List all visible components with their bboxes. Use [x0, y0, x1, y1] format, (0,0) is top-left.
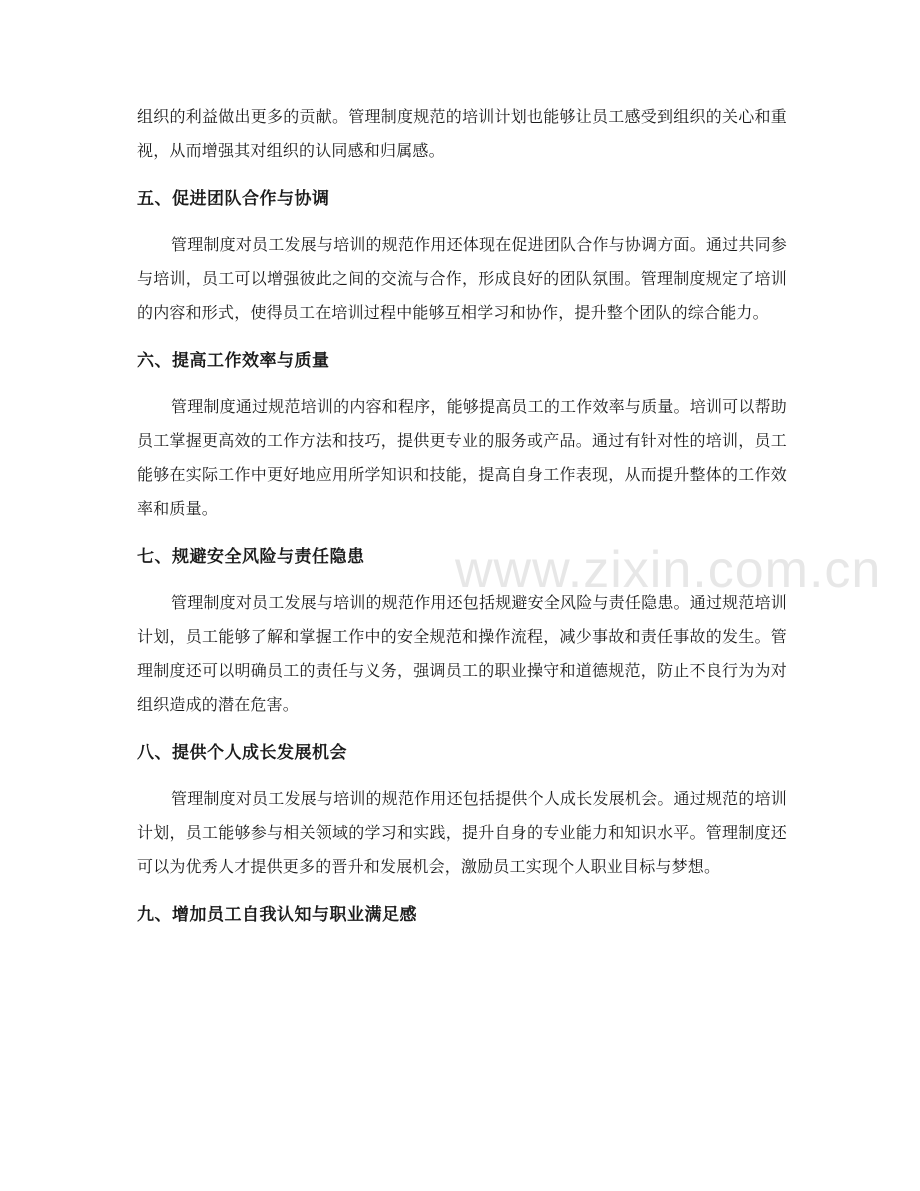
- section-body-6: 管理制度通过规范培训的内容和程序，能够提高员工的工作效率与质量。培训可以帮助员工掌握更高效的工作方法和技巧，提供更专业的服务或产品。通过有针对性的培训，员工能够在实际工作中更好地应用所学知识和技能，提高自身工作表现，从而提升整体的工作效率和质量。: [137, 397, 787, 518]
- watermark: www.zixin.com.cn: [455, 541, 882, 599]
- section-body-7: 管理制度对员工发展与培训的规范作用还包括规避安全风险与责任隐患。通过规范培训计划，员工能够了解和掌握工作中的安全规范和操作流程，减少事故和责任事故的发生。管理制度还可以明确员工的责任与义务，强调员工的职业操守和道德规范，防止不良行为为对组织造成的潜在危害。: [137, 593, 787, 714]
- document-page: [137, 100, 787, 932]
- section-body-5: 管理制度对员工发展与培训的规范作用还体现在促进团队合作与协调方面。通过共同参与培训，员工可以增强彼此之间的交流与合作，形成良好的团队氛围。管理制度规定了培训的内容和形式，使得员工在培训过程中能够互相学习和协作，提升整个团队的综合能力。: [137, 235, 787, 322]
- section-heading-7: 七、规避安全风险与责任隐患: [137, 547, 365, 567]
- section-body-8: 管理制度对员工发展与培训的规范作用还包括提供个人成长发展机会。通过规范的培训计划，员工能够参与相关领域的学习和实践，提升自身的专业能力和知识水平。管理制度还可以为优秀人才提供更多的晋升和发展机会，激励员工实现个人职业目标与梦想。: [137, 789, 787, 876]
- intro-paragraph: 组织的利益做出更多的贡献。管理制度规范的培训计划也能够让员工感受到组织的关心和重视，从而增强其对组织的认同感和归属感。: [137, 107, 787, 160]
- section-heading-8: 八、提供个人成长发展机会: [137, 743, 347, 763]
- section-heading-9: 九、增加员工自我认知与职业满足感: [137, 905, 417, 925]
- section-heading-6: 六、提高工作效率与质量: [137, 351, 330, 371]
- section-heading-5: 五、促进团队合作与协调: [137, 189, 330, 209]
